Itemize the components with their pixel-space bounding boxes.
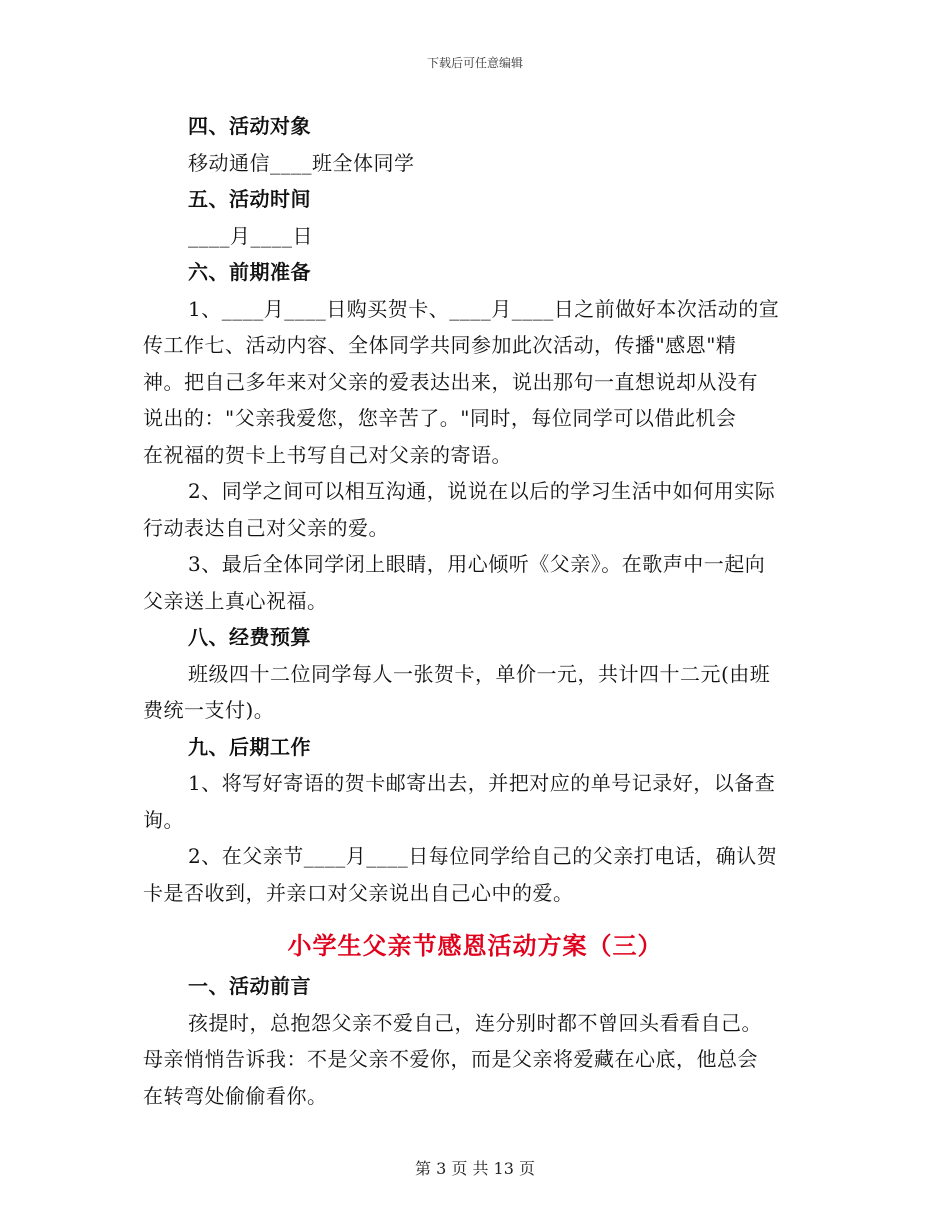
paragraph-line: 孩提时，总抱怨父亲不爱自己，连分别时都不曾回头看看自己。 — [188, 1010, 762, 1035]
document-body-section-3 — [143, 968, 808, 1114]
paragraph-line: ____月____日 — [188, 223, 313, 248]
paragraph-line: 移动通信____班全体同学 — [188, 150, 415, 175]
paragraph-line: 父亲送上真心祝福。 — [143, 588, 328, 613]
paragraph-line: 2、同学之间可以相互沟通，说说在以后的学习生活中如何用实际 — [188, 479, 776, 503]
section-title: 小学生父亲节感恩活动方案（三） — [287, 931, 663, 960]
paragraph-line: 询。 — [143, 807, 184, 832]
paragraph-line: 母亲悄悄告诉我：不是父亲不爱你，而是父亲将爱藏在心底，他总会 — [143, 1047, 758, 1071]
paragraph-line: 3、最后全体同学闭上眼睛，用心倾听《父亲》。在歌声中一起向 — [188, 552, 766, 576]
paragraph-line: 卡是否收到，并亲口对父亲说出自己心中的爱。 — [143, 880, 574, 905]
paragraph-line: 说出的："父亲我爱您，您辛苦了。"同时，每位同学可以借此机会 — [143, 406, 737, 430]
paragraph-line: 1、____月____日购买贺卡、____月____日之前做好本次活动的宣 — [188, 296, 780, 321]
paragraph-line: 2、在父亲节____月____日每位同学给自己的父亲打电话，确认贺 — [188, 844, 778, 868]
page-number-footer: 第 3 页 共 13 页 — [415, 1159, 535, 1178]
heading-target: 四、活动对象 — [188, 114, 311, 138]
paragraph-line: 在转弯处偷偷看你。 — [143, 1083, 328, 1108]
header-note: 下载后可任意编辑 — [426, 56, 523, 70]
heading-budget: 八、经费预算 — [188, 625, 311, 649]
paragraph-line: 在祝福的贺卡上书写自己对父亲的寄语。 — [143, 442, 512, 467]
paragraph-line: 传工作七、活动内容、全体同学共同参加此次活动，传播"感恩"精 — [143, 333, 737, 357]
paragraph-line: 班级四十二位同学每人一张贺卡，单价一元，共计四十二元(由班 — [188, 661, 771, 686]
document-body — [143, 108, 808, 911]
heading-preface: 一、活动前言 — [188, 974, 311, 998]
paragraph-line: 行动表达自己对父亲的爱。 — [143, 515, 389, 540]
paragraph-line: 费统一支付)。 — [143, 698, 275, 722]
paragraph-line: 1、将写好寄语的贺卡邮寄出去，并把对应的单号记录好，以备查 — [188, 771, 776, 795]
heading-followup: 九、后期工作 — [188, 734, 311, 759]
heading-preparation: 六、前期准备 — [188, 260, 311, 284]
heading-time: 五、活动时间 — [188, 187, 311, 211]
paragraph-line: 神。把自己多年来对父亲的爱表达出来，说出那句一直想说却从没有 — [143, 369, 758, 394]
